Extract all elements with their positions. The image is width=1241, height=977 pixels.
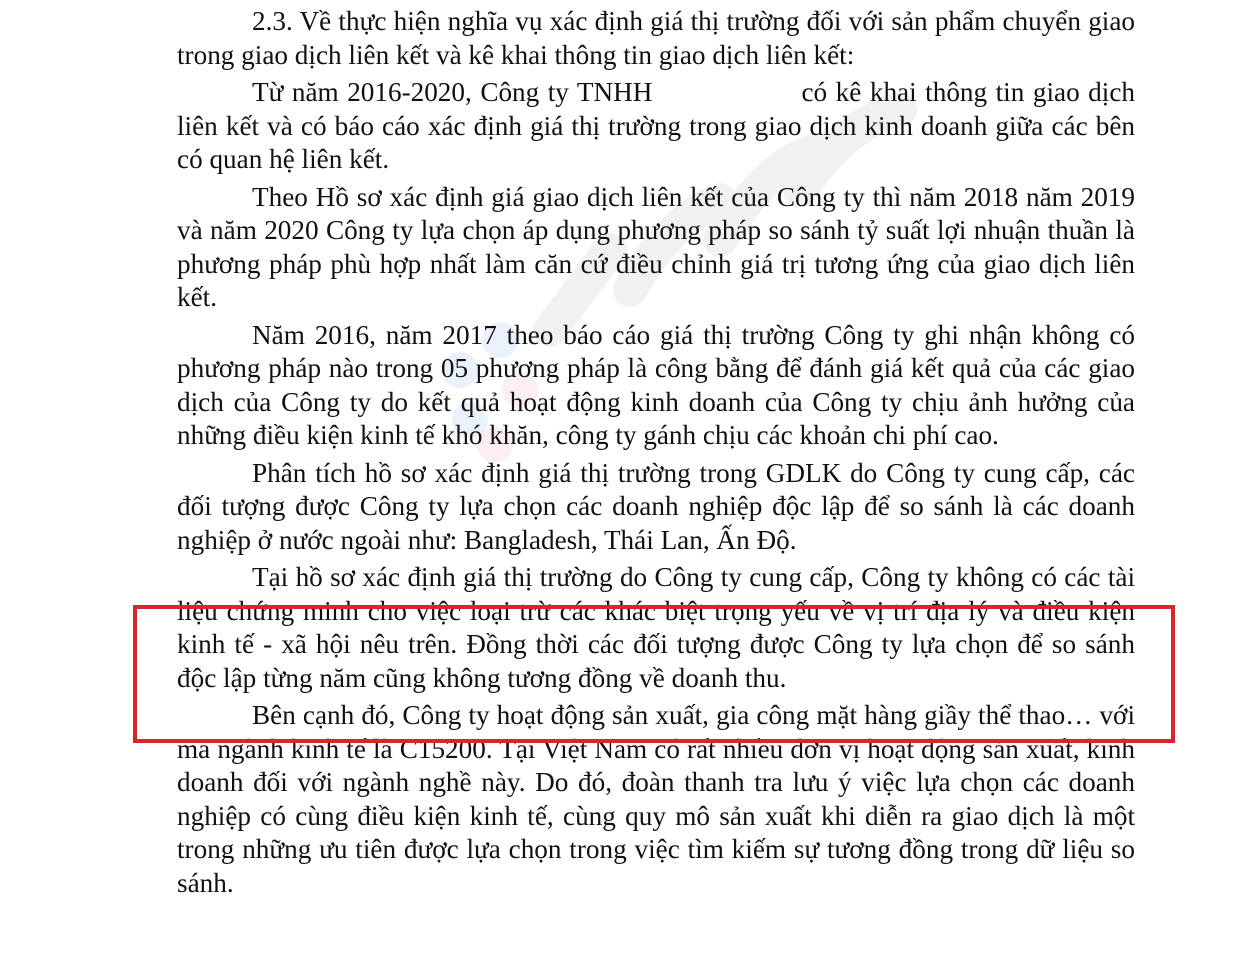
paragraph-declaration bbox=[177, 76, 1135, 177]
paragraph-method-selection: Theo Hồ sơ xác định giá giao dịch liên kết của Công ty thì năm 2018 năm 2019 và năm 2020 Công ty lựa chọn áp dụng phương pháp so sánh tỷ suất lợi nhuận thuần là phương pháp phù hợp nhất làm căn cứ điều chỉnh giá trị tương ứng của giao dịch liên kết. bbox=[177, 181, 1135, 312]
paragraph-highlighted-finding: Tại hồ sơ xác định giá thị trường do Công ty cung cấp, Công ty không có các tài liệu chứng minh cho việc loại trừ các khác biệt trọng yếu về vị trí địa lý và điều kiện kinh tế - xã hội nêu trên. Đồng thời các đối tượng được Công ty lựa chọn để so sánh độc lập từng năm cũng không tương đồng về doanh thu. bbox=[177, 562, 1135, 693]
paragraph-declaration-start: Từ năm 2016-2020, Công ty TNHH bbox=[252, 77, 661, 107]
paragraph-2-3-heading: 2.3. Về thực hiện nghĩa vụ xác định giá thị trường đối với sản phẩm chuyển giao trong giao dịch liên kết và kê khai thông tin giao dịch liên kết: bbox=[177, 6, 1135, 70]
paragraph-gdlk-analysis: Phân tích hồ sơ xác định giá thị trường trong GDLK do Công ty cung cấp, các đối tượng được Công ty lựa chọn các doanh nghiệp độc lập để so sánh là các doanh nghiệp ở nước ngoài như: Bangladesh, Thái Lan, Ấn Độ. bbox=[177, 457, 1135, 555]
highlight-box bbox=[133, 605, 1175, 743]
paragraph-2016-2017: Năm 2016, năm 2017 theo báo cáo giá thị trường Công ty ghi nhận không có phương pháp nào trong 05 phương pháp là công bằng để đánh giá kết quả của các giao dịch của Công ty do kết quả hoạt động kinh doanh của Công ty chịu ảnh hưởng của những điều kiện kinh tế khó khăn, công ty gánh chịu các khoản chi phí cao. bbox=[177, 319, 1135, 450]
paragraph-industry-note: Bên cạnh đó, Công ty hoạt động sản xuất, gia công mặt hàng giầy thể thao… với mã ngành kinh tế là C15200. Tại Việt Nam có rất nhiều đơn vị hoạt động sản xuất, kinh doanh đối với ngành nghề này. Do đó, đoàn thanh tra lưu ý việc lựa chọn các doanh nghiệp có cùng điều kiện kinh tế, cùng quy mô sản xuất khi diễn ra giao dịch là một trong những ưu tiên được lựa chọn trong việc tìm kiếm sự tương đồng trong dữ liệu so sánh. bbox=[177, 700, 1135, 898]
redacted-company-name bbox=[661, 100, 793, 101]
document-body bbox=[177, 5, 1135, 900]
paragraph-declaration-end: có kê khai thông tin giao dịch liên kết và có báo cáo xác định giá thị trường trong giao dịch kinh doanh giữa các bên có quan hệ liên kết. bbox=[177, 77, 1135, 174]
